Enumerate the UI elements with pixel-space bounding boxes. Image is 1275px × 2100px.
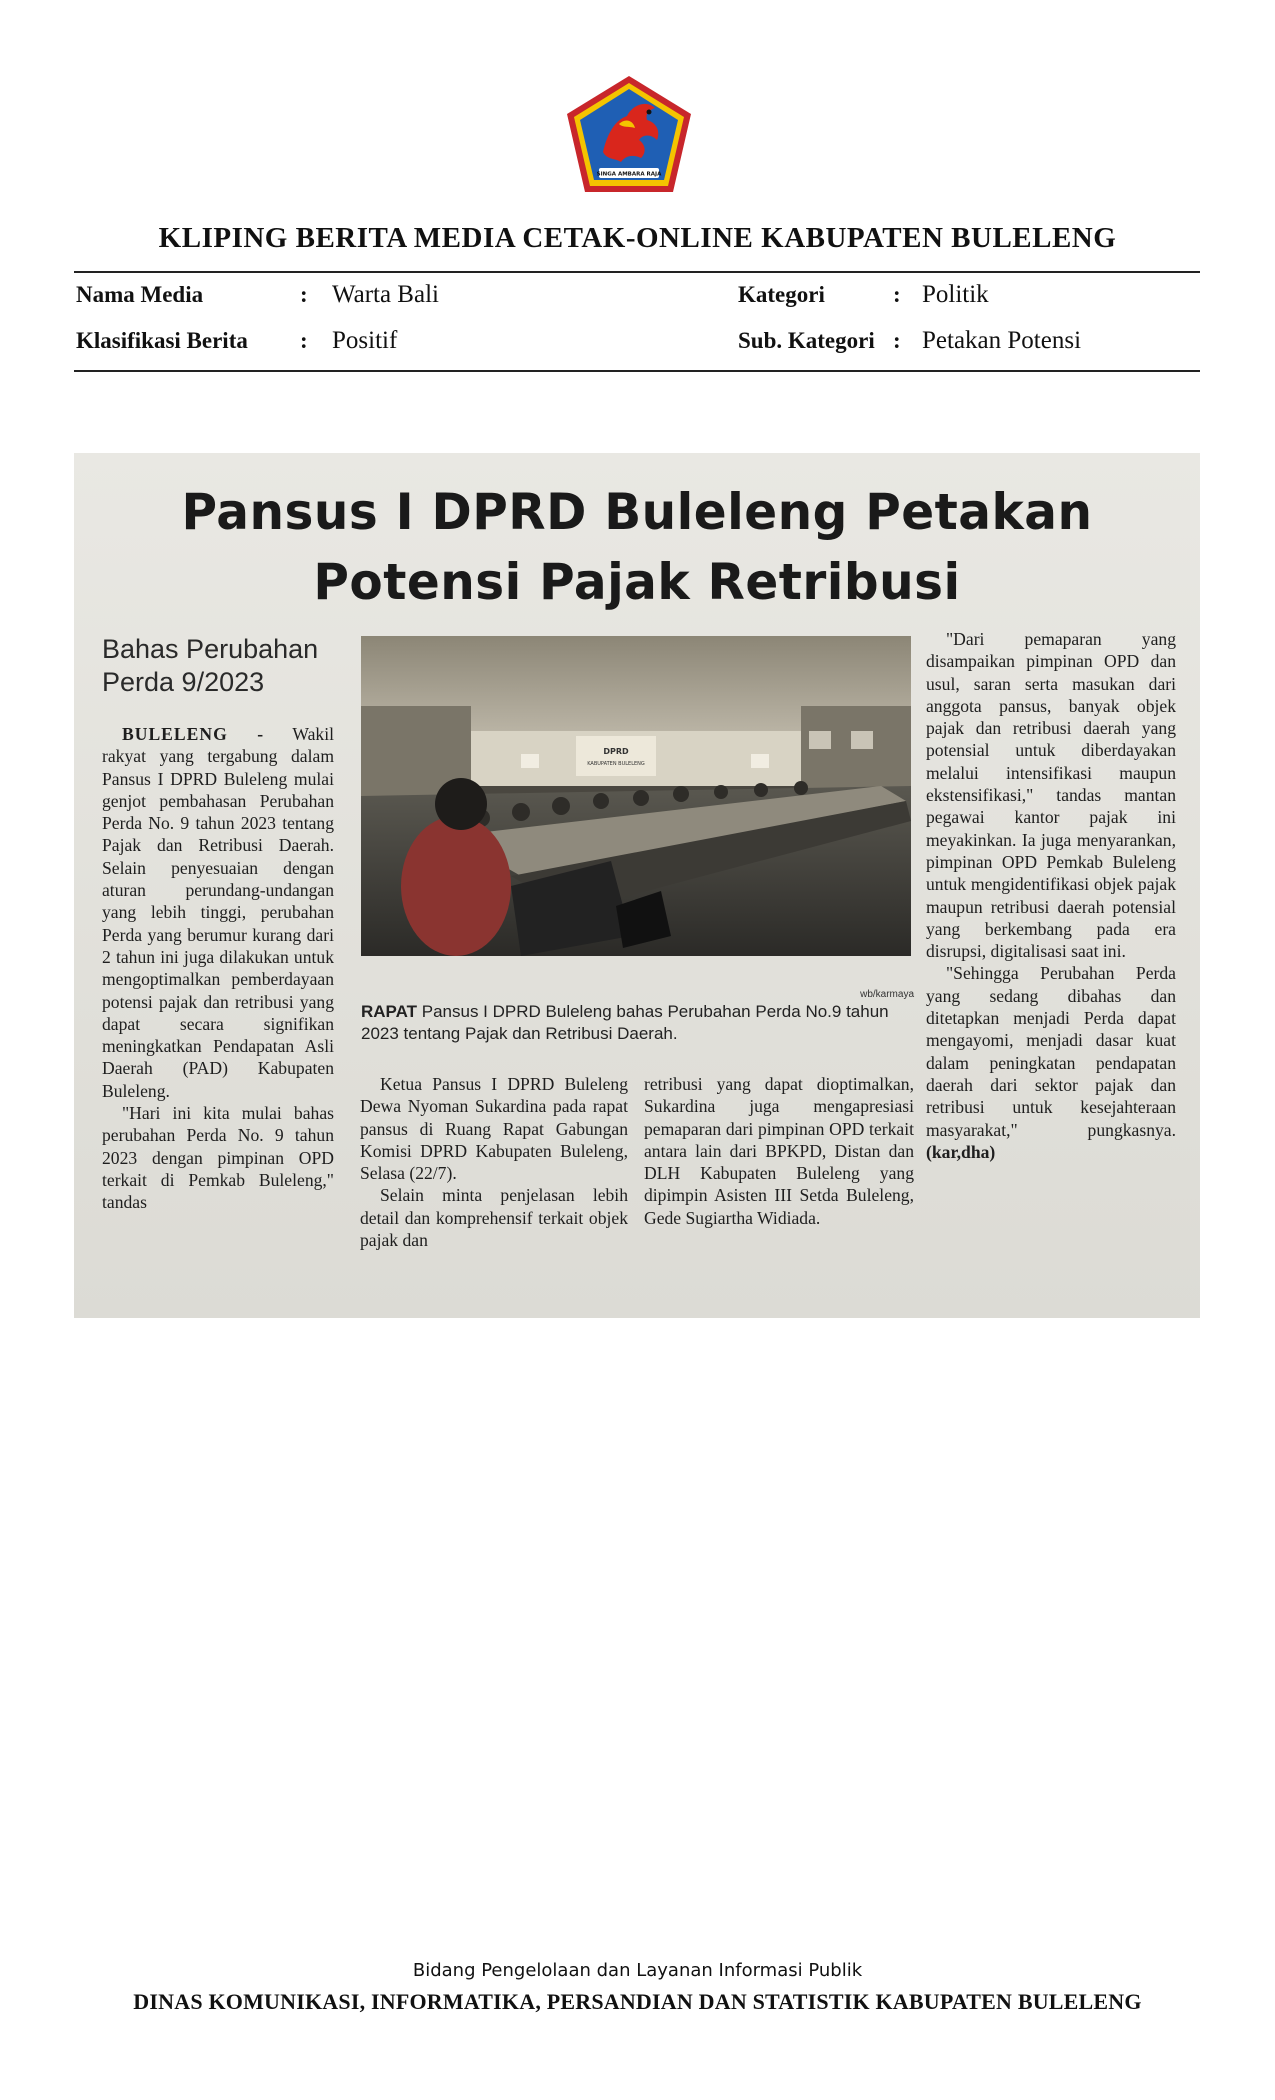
logo-motto: SINGA AMBARA RAJA <box>596 171 662 178</box>
buleleng-logo-icon <box>563 74 695 196</box>
sub-kategori-label: Sub. Kategori <box>738 328 875 353</box>
paragraph: Selain minta penjelasan lebih detail dan komprehensif terkait objek pajak dan <box>360 1185 628 1251</box>
paragraph: "Sehingga Perubahan Perda yang sedang dibahas dan ditetapkan menjadi Perda dapat mengayomi, menjadi dasar kuat dalam peningkatan pendapatan daerah dari sektor pajak dan retribusi untuk kesejahteraan masyarakat," pungkasnya. <box>926 963 1176 1140</box>
article-column-3 <box>644 1073 914 1229</box>
subhead-line1: Bahas Perubahan <box>102 634 319 664</box>
photo-caption <box>361 1001 916 1045</box>
kategori-value: Politik <box>922 281 989 308</box>
caption-lead: RAPAT <box>361 1002 418 1021</box>
page-title: KLIPING BERITA MEDIA CETAK-ONLINE KABUPATEN BULELENG <box>158 222 1117 254</box>
colon: : <box>300 282 308 307</box>
nama-media-value: Warta Bali <box>332 281 439 308</box>
photo-sign-line1: DPRD <box>603 747 629 756</box>
paragraph: "Hari ini kita mulai bahas perubahan Perda No. 9 tahun 2023 dengan pimpinan OPD terkait di Pemkab Buleleng," tandas <box>102 1103 334 1213</box>
klasifikasi-value: Positif <box>332 327 398 354</box>
news-clipping <box>74 453 1200 1318</box>
paragraph: Ketua Pansus I DPRD Buleleng Dewa Nyoman Sukardina pada rapat pansus di Ruang Rapat Gabungan Komisi DPRD Kabupaten Buleleng, Selasa (22/7). <box>360 1074 628 1184</box>
divider-bottom <box>74 370 1200 372</box>
kategori-label: Kategori <box>738 282 825 307</box>
article-column-2 <box>360 1073 628 1251</box>
article-headline-line1: Pansus I DPRD Buleleng Petakan <box>181 483 1093 541</box>
sub-kategori-value: Petakan Potensi <box>922 327 1082 354</box>
article-column-4 <box>926 628 1176 1163</box>
paragraph: Wakil rakyat yang tergabung dalam Pansus I DPRD Buleleng mulai genjot pembahasan Perubahan Perda No. 9 tahun 2023 tentang Pajak dan Retribusi Daerah. Selain penyesuaian dengan aturan perundang-undangan yang lebih tinggi, perubahan Perda yang berumur kurang dari 2 tahun ini juga dilakukan untuk mengoptimalkan pemberdayaan potensi pajak dan retribusi yang dapat secara signifikan meningkatkan Pendapatan Asli Daerah (PAD) Kabupaten Buleleng. <box>102 724 334 1101</box>
colon: : <box>893 328 901 353</box>
footer-subtitle: Bidang Pengelolaan dan Layanan Informasi Publik <box>412 1960 863 1981</box>
article-column-1 <box>102 723 334 1214</box>
dateline: BULELENG - <box>122 724 265 744</box>
article-subhead <box>102 633 332 699</box>
klasifikasi-label: Klasifikasi Berita <box>76 328 248 353</box>
article-headline-line2: Potensi Pajak Retribusi <box>313 553 961 611</box>
colon: : <box>300 328 308 353</box>
footer-title: DINAS KOMUNIKASI, INFORMATIKA, PERSANDIAN DAN STATISTIK KABUPATEN BULELENG <box>133 1989 1142 2014</box>
article-photo <box>361 636 911 956</box>
paragraph: "Dari pemaparan yang disampaikan pimpinan OPD dan usul, saran serta masukan dari anggota pansus, banyak objek pajak dan retribusi daerah yang potensial untuk diberdayakan melalui intensifikasi maupun ekstensifikasi," tandas mantan pegawai kantor pajak ini meyakinkan. Ia juga menyarankan, pimpinan OPD Pemkab Buleleng untuk mengidentifikasi objek pajak maupun retribusi daerah potensial yang berkembang pada era disrupsi, digitalisasi saat ini. <box>926 629 1176 962</box>
subhead-line2: Perda 9/2023 <box>102 667 265 697</box>
author-tag: (kar,dha) <box>926 1141 996 1162</box>
photo-credit: wb/karmaya <box>860 989 914 1000</box>
colon: : <box>893 282 901 307</box>
photo-sign-line2: KABUPATEN BULELENG <box>587 761 645 767</box>
paragraph: retribusi yang dapat dioptimalkan, Sukardina juga mengapresiasi pemaparan dari pimpinan OPD terkait antara lain dari BPKPD, Distan dan DLH Kabupaten Buleleng yang dipimpin Asisten III Setda Buleleng, Gede Sugiartha Widiada. <box>644 1074 914 1228</box>
caption-text: Pansus I DPRD Buleleng bahas Perubahan Perda No.9 tahun 2023 tentang Pajak dan Retribusi Daerah. <box>361 1002 889 1043</box>
divider-top <box>74 271 1200 273</box>
nama-media-label: Nama Media <box>76 282 204 307</box>
